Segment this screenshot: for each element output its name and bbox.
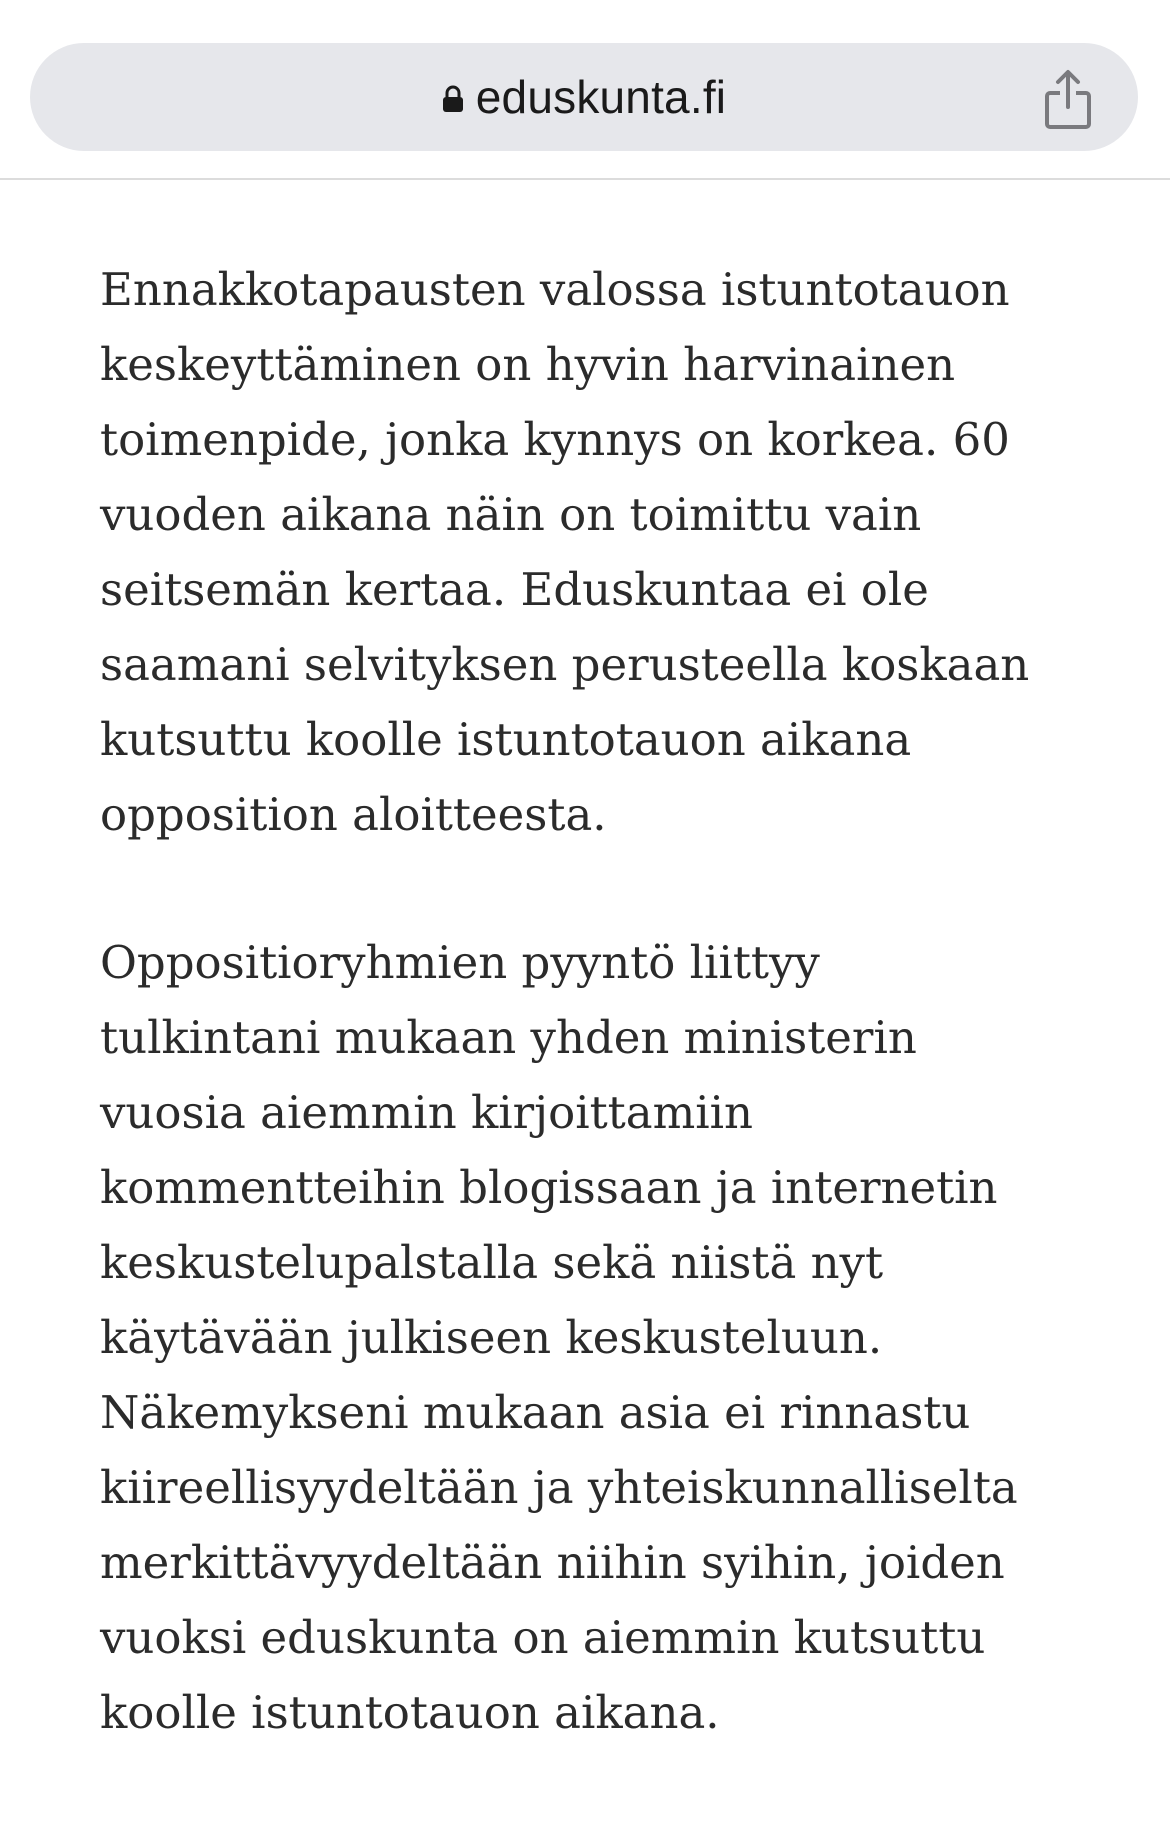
browser-top-bar (0, 0, 1170, 180)
address-bar[interactable] (30, 43, 1138, 151)
lock-icon (442, 85, 464, 113)
paragraph-2: Oppositioryhmien pyyntö liittyy tulkintani mukaan yhden ministerin vuosia aiemmin kirjoittamiin kommentteihin blogissaan ja internetin keskustelupalstalla sekä niistä nyt käytävään julkiseen keskusteluun. Näkemykseni mukaan asia ei rinnastu kiireellisyydeltään ja yhteiskunnalliselta merkittävyydeltään niihin syihin, joiden vuoksi eduskunta on aiemmin kutsuttu koolle istuntotauon aikana. (100, 936, 1018, 1739)
paragraph-1: Ennakkotapausten valossa istuntotauon keskeyttäminen on hyvin harvinainen toimenpide, jonka kynnys on korkea. 60 vuoden aikana näin on toimittu vain seitsemän kertaa. Eduskuntaa ei ole saamani selvityksen perusteella koskaan kutsuttu koolle istuntotauon aikana opposition aloitteesta. (100, 263, 1030, 841)
share-icon[interactable] (1042, 67, 1094, 131)
address-bar-content (30, 43, 1138, 151)
url-text: eduskunta.fi (475, 71, 727, 123)
article-body (100, 252, 1060, 1750)
